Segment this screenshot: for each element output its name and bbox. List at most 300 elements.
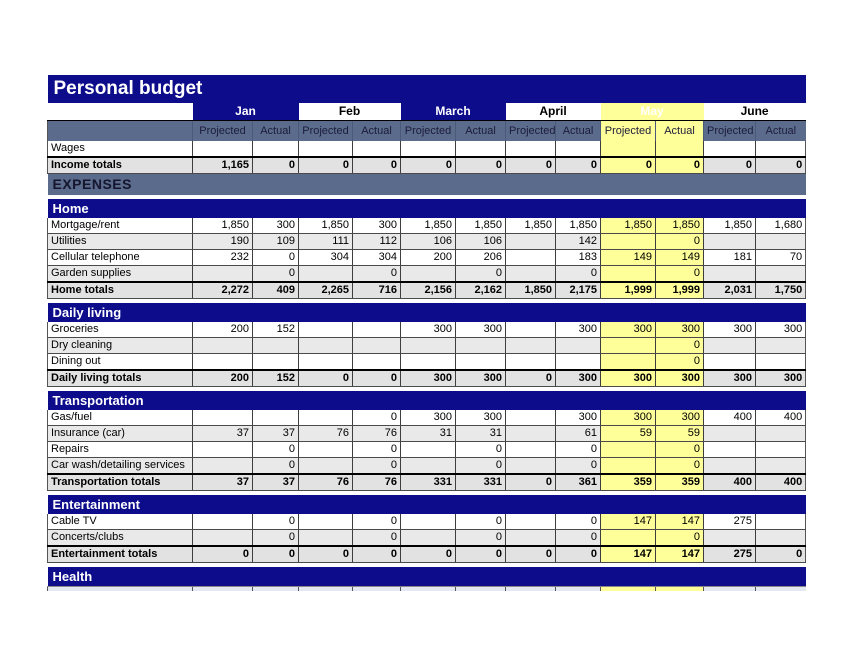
- data-cell[interactable]: 0: [353, 458, 401, 475]
- data-cell[interactable]: 0: [556, 266, 601, 283]
- data-cell[interactable]: [253, 410, 299, 426]
- data-cell[interactable]: 0: [353, 546, 401, 563]
- data-cell[interactable]: 0: [756, 546, 806, 563]
- data-cell[interactable]: 400: [704, 410, 756, 426]
- row-label-cell[interactable]: Income totals: [48, 157, 193, 174]
- month-header-june[interactable]: June: [704, 103, 806, 121]
- section-totals-row: [48, 370, 806, 387]
- data-cell[interactable]: 0: [556, 442, 601, 458]
- data-cell[interactable]: 109: [253, 234, 299, 250]
- data-cell[interactable]: [756, 426, 806, 442]
- data-cell[interactable]: 0: [556, 458, 601, 475]
- data-cell[interactable]: [601, 442, 656, 458]
- data-cell[interactable]: 200: [193, 370, 253, 387]
- data-cell[interactable]: [704, 141, 756, 157]
- data-cell[interactable]: [299, 442, 353, 458]
- data-cell[interactable]: 76: [299, 426, 353, 442]
- data-cell[interactable]: 2,162: [456, 282, 506, 299]
- data-cell[interactable]: [601, 141, 656, 157]
- data-cell[interactable]: [756, 514, 806, 530]
- data-cell[interactable]: [506, 458, 556, 475]
- data-cell[interactable]: 300: [656, 370, 704, 387]
- data-cell[interactable]: 2,031: [704, 282, 756, 299]
- data-cell[interactable]: 0: [456, 530, 506, 547]
- data-cell[interactable]: [401, 266, 456, 283]
- data-cell[interactable]: 147: [601, 514, 656, 530]
- data-cell[interactable]: 0: [601, 157, 656, 174]
- data-cell[interactable]: [506, 410, 556, 426]
- data-cell[interactable]: 1,850: [401, 218, 456, 234]
- section-totals-row: [48, 546, 806, 563]
- data-cell[interactable]: 200: [401, 250, 456, 266]
- data-cell[interactable]: [353, 322, 401, 338]
- data-cell[interactable]: [704, 234, 756, 250]
- subheader-projected-jan[interactable]: Projected: [193, 121, 253, 142]
- row-label-cell[interactable]: Home totals: [48, 282, 193, 299]
- subheader-actual-feb[interactable]: Actual: [353, 121, 401, 142]
- expense-row: [48, 266, 806, 283]
- data-cell[interactable]: [756, 442, 806, 458]
- page-title: Personal budget: [48, 75, 806, 103]
- expenses-header: EXPENSES: [48, 174, 806, 196]
- data-cell[interactable]: 331: [401, 474, 456, 491]
- data-cell[interactable]: 183: [556, 250, 601, 266]
- data-cell[interactable]: 0: [656, 354, 704, 371]
- data-cell[interactable]: [656, 587, 704, 592]
- data-cell[interactable]: 0: [193, 546, 253, 563]
- row-label-cell[interactable]: Gas/fuel: [48, 410, 193, 426]
- data-cell[interactable]: 304: [353, 250, 401, 266]
- data-cell[interactable]: 0: [656, 157, 704, 174]
- data-cell[interactable]: 300: [401, 322, 456, 338]
- data-cell[interactable]: 0: [299, 370, 353, 387]
- budget-table-body: [48, 141, 806, 591]
- subheader-projected-march[interactable]: Projected: [401, 121, 456, 142]
- data-cell[interactable]: [601, 234, 656, 250]
- data-cell[interactable]: 0: [556, 546, 601, 563]
- data-cell[interactable]: [193, 410, 253, 426]
- subheader-corner-cell: [48, 121, 193, 142]
- data-cell[interactable]: [401, 514, 456, 530]
- data-cell[interactable]: 0: [253, 250, 299, 266]
- data-cell[interactable]: [756, 338, 806, 354]
- data-cell[interactable]: [299, 587, 353, 592]
- data-cell[interactable]: [601, 458, 656, 475]
- row-label-cell[interactable]: Repairs: [48, 442, 193, 458]
- data-cell[interactable]: 2,265: [299, 282, 353, 299]
- data-cell[interactable]: [401, 458, 456, 475]
- data-cell[interactable]: 0: [253, 546, 299, 563]
- data-cell[interactable]: [601, 354, 656, 371]
- data-cell[interactable]: [756, 141, 806, 157]
- data-cell[interactable]: 76: [353, 426, 401, 442]
- data-cell[interactable]: 147: [656, 546, 704, 563]
- row-label-cell[interactable]: Mortgage/rent: [48, 218, 193, 234]
- data-cell[interactable]: 1,999: [601, 282, 656, 299]
- data-cell[interactable]: 1,850: [656, 218, 704, 234]
- data-cell[interactable]: 0: [656, 234, 704, 250]
- data-cell[interactable]: 149: [656, 250, 704, 266]
- data-cell[interactable]: 300: [656, 410, 704, 426]
- data-cell[interactable]: [506, 442, 556, 458]
- data-cell[interactable]: 0: [556, 514, 601, 530]
- data-cell[interactable]: 0: [353, 530, 401, 547]
- data-cell[interactable]: [353, 587, 401, 592]
- row-label-cell[interactable]: Utilities: [48, 234, 193, 250]
- data-cell[interactable]: 147: [656, 514, 704, 530]
- data-cell[interactable]: 400: [756, 410, 806, 426]
- income-row: [48, 141, 806, 157]
- row-label-cell[interactable]: Cable TV: [48, 514, 193, 530]
- data-cell[interactable]: 0: [456, 157, 506, 174]
- data-cell[interactable]: 400: [756, 474, 806, 491]
- data-cell[interactable]: 300: [556, 370, 601, 387]
- section-header-home: Home: [48, 199, 806, 218]
- data-cell[interactable]: [704, 442, 756, 458]
- month-corner-cell: [48, 103, 193, 121]
- data-cell[interactable]: 275: [704, 514, 756, 530]
- month-header-may[interactable]: May: [601, 103, 704, 121]
- data-cell[interactable]: [299, 458, 353, 475]
- data-cell[interactable]: 1,850: [556, 218, 601, 234]
- data-cell[interactable]: [456, 354, 506, 371]
- data-cell[interactable]: 300: [401, 370, 456, 387]
- data-cell[interactable]: 300: [756, 322, 806, 338]
- data-cell[interactable]: [401, 354, 456, 371]
- data-cell[interactable]: 0: [456, 546, 506, 563]
- data-cell[interactable]: [456, 141, 506, 157]
- data-cell[interactable]: [193, 587, 253, 592]
- subheader-row: [48, 121, 806, 142]
- data-cell[interactable]: [506, 338, 556, 354]
- section-totals-row: [48, 282, 806, 299]
- data-cell[interactable]: 300: [556, 410, 601, 426]
- data-cell[interactable]: [456, 587, 506, 592]
- data-cell[interactable]: 76: [299, 474, 353, 491]
- data-cell[interactable]: [353, 141, 401, 157]
- data-cell[interactable]: [193, 442, 253, 458]
- subheader-projected-feb[interactable]: Projected: [299, 121, 353, 142]
- section-header-transportation: Transportation: [48, 391, 806, 410]
- data-cell[interactable]: 2,156: [401, 282, 456, 299]
- subheader-projected-june[interactable]: Projected: [704, 121, 756, 142]
- data-cell[interactable]: [556, 354, 601, 371]
- data-cell[interactable]: [601, 338, 656, 354]
- data-cell[interactable]: [253, 141, 299, 157]
- data-cell[interactable]: 1,850: [601, 218, 656, 234]
- month-header-march[interactable]: March: [401, 103, 506, 121]
- data-cell[interactable]: [601, 587, 656, 592]
- data-cell[interactable]: 1,850: [506, 218, 556, 234]
- data-cell[interactable]: [253, 338, 299, 354]
- data-cell[interactable]: 1,750: [756, 282, 806, 299]
- data-cell[interactable]: 31: [456, 426, 506, 442]
- data-cell[interactable]: [401, 141, 456, 157]
- data-cell[interactable]: 152: [253, 370, 299, 387]
- data-cell[interactable]: [193, 354, 253, 371]
- data-cell[interactable]: 190: [193, 234, 253, 250]
- data-cell[interactable]: [299, 530, 353, 547]
- data-cell[interactable]: 0: [756, 157, 806, 174]
- data-cell[interactable]: [556, 338, 601, 354]
- data-cell[interactable]: 0: [456, 266, 506, 283]
- data-cell[interactable]: 1,165: [193, 157, 253, 174]
- row-label-cell[interactable]: Daily living totals: [48, 370, 193, 387]
- data-cell[interactable]: 0: [506, 546, 556, 563]
- data-cell[interactable]: [253, 587, 299, 592]
- expense-row: [48, 426, 806, 442]
- data-cell[interactable]: 147: [601, 546, 656, 563]
- data-cell[interactable]: 0: [456, 442, 506, 458]
- data-cell[interactable]: 0: [656, 338, 704, 354]
- data-cell[interactable]: 1,850: [506, 282, 556, 299]
- month-header-april[interactable]: April: [506, 103, 601, 121]
- data-cell[interactable]: 37: [193, 474, 253, 491]
- data-cell[interactable]: 0: [253, 530, 299, 547]
- data-cell[interactable]: [506, 354, 556, 371]
- data-cell[interactable]: 37: [193, 426, 253, 442]
- data-cell[interactable]: 300: [556, 322, 601, 338]
- data-cell[interactable]: [556, 587, 601, 592]
- data-cell[interactable]: [193, 514, 253, 530]
- data-cell[interactable]: 0: [353, 370, 401, 387]
- data-cell[interactable]: 0: [253, 514, 299, 530]
- data-cell[interactable]: 300: [756, 370, 806, 387]
- subheader-projected-april[interactable]: Projected: [506, 121, 556, 142]
- data-cell[interactable]: 0: [353, 410, 401, 426]
- section-header-daily-living-row: [48, 303, 806, 322]
- data-cell[interactable]: [193, 458, 253, 475]
- data-cell[interactable]: 37: [253, 474, 299, 491]
- data-cell[interactable]: 0: [353, 442, 401, 458]
- data-cell[interactable]: 206: [456, 250, 506, 266]
- data-cell[interactable]: 275: [704, 546, 756, 563]
- data-cell[interactable]: 112: [353, 234, 401, 250]
- data-cell[interactable]: [506, 141, 556, 157]
- row-label-cell[interactable]: Cellular telephone: [48, 250, 193, 266]
- month-header-jan[interactable]: Jan: [193, 103, 299, 121]
- data-cell[interactable]: [401, 530, 456, 547]
- data-cell[interactable]: [601, 530, 656, 547]
- data-cell[interactable]: 76: [353, 474, 401, 491]
- data-cell[interactable]: [506, 530, 556, 547]
- budget-table-head: [48, 75, 806, 141]
- data-cell[interactable]: [299, 338, 353, 354]
- data-cell[interactable]: [299, 410, 353, 426]
- row-label-cell[interactable]: Insurance (car): [48, 426, 193, 442]
- data-cell[interactable]: 0: [506, 370, 556, 387]
- data-cell[interactable]: 0: [704, 157, 756, 174]
- data-cell[interactable]: [704, 426, 756, 442]
- row-label-cell[interactable]: Wages: [48, 141, 193, 157]
- data-cell[interactable]: 0: [656, 530, 704, 547]
- data-cell[interactable]: 0: [656, 458, 704, 475]
- data-cell[interactable]: 0: [253, 157, 299, 174]
- data-cell[interactable]: [299, 141, 353, 157]
- data-cell[interactable]: 304: [299, 250, 353, 266]
- subheader-actual-may[interactable]: Actual: [656, 121, 704, 142]
- month-header-feb[interactable]: Feb: [299, 103, 401, 121]
- subheader-actual-march[interactable]: Actual: [456, 121, 506, 142]
- data-cell[interactable]: 300: [456, 370, 506, 387]
- data-cell[interactable]: 181: [704, 250, 756, 266]
- data-cell[interactable]: [656, 141, 704, 157]
- subheader-actual-june[interactable]: Actual: [756, 121, 806, 142]
- data-cell[interactable]: [299, 354, 353, 371]
- data-cell[interactable]: 0: [253, 458, 299, 475]
- data-cell[interactable]: 300: [601, 370, 656, 387]
- data-cell[interactable]: 0: [299, 157, 353, 174]
- data-cell[interactable]: [401, 587, 456, 592]
- row-label-cell[interactable]: Entertainment totals: [48, 546, 193, 563]
- data-cell[interactable]: 1,680: [756, 218, 806, 234]
- data-cell[interactable]: 1,850: [193, 218, 253, 234]
- data-cell[interactable]: 142: [556, 234, 601, 250]
- data-cell[interactable]: 59: [601, 426, 656, 442]
- data-cell[interactable]: [704, 354, 756, 371]
- data-cell[interactable]: 61: [556, 426, 601, 442]
- data-cell[interactable]: [506, 587, 556, 592]
- data-cell[interactable]: [506, 266, 556, 283]
- data-cell[interactable]: [401, 442, 456, 458]
- data-cell[interactable]: 0: [556, 530, 601, 547]
- data-cell[interactable]: 106: [401, 234, 456, 250]
- data-cell[interactable]: [401, 338, 456, 354]
- subheader-actual-jan[interactable]: Actual: [253, 121, 299, 142]
- data-cell[interactable]: [253, 354, 299, 371]
- section-header-daily-living: Daily living: [48, 303, 806, 322]
- data-cell[interactable]: 1,850: [299, 218, 353, 234]
- data-cell[interactable]: [756, 354, 806, 371]
- data-cell[interactable]: 0: [556, 157, 601, 174]
- data-cell[interactable]: 0: [456, 458, 506, 475]
- data-cell[interactable]: [556, 141, 601, 157]
- data-cell[interactable]: [506, 234, 556, 250]
- data-cell[interactable]: 716: [353, 282, 401, 299]
- data-cell[interactable]: 0: [353, 157, 401, 174]
- data-cell[interactable]: 0: [253, 442, 299, 458]
- data-cell[interactable]: 300: [456, 410, 506, 426]
- data-cell[interactable]: 300: [353, 218, 401, 234]
- data-cell[interactable]: [299, 322, 353, 338]
- data-cell[interactable]: 0: [506, 157, 556, 174]
- data-cell[interactable]: [299, 514, 353, 530]
- data-cell[interactable]: 37: [253, 426, 299, 442]
- row-label-cell[interactable]: Transportation totals: [48, 474, 193, 491]
- data-cell[interactable]: [704, 530, 756, 547]
- data-cell[interactable]: 400: [704, 474, 756, 491]
- expense-row: [48, 234, 806, 250]
- data-cell[interactable]: 2,272: [193, 282, 253, 299]
- data-cell[interactable]: [193, 338, 253, 354]
- data-cell[interactable]: 0: [401, 546, 456, 563]
- data-cell[interactable]: [193, 266, 253, 283]
- data-cell[interactable]: 0: [656, 442, 704, 458]
- data-cell[interactable]: [353, 338, 401, 354]
- data-cell[interactable]: 300: [253, 218, 299, 234]
- data-cell[interactable]: 0: [401, 157, 456, 174]
- data-cell[interactable]: 2,175: [556, 282, 601, 299]
- data-cell[interactable]: [756, 530, 806, 547]
- data-cell[interactable]: 300: [704, 322, 756, 338]
- data-cell[interactable]: [506, 514, 556, 530]
- data-cell[interactable]: 300: [704, 370, 756, 387]
- month-header-row: [48, 103, 806, 121]
- data-cell[interactable]: [506, 426, 556, 442]
- data-cell[interactable]: 409: [253, 282, 299, 299]
- data-cell[interactable]: [704, 587, 756, 592]
- data-cell[interactable]: [456, 338, 506, 354]
- data-cell[interactable]: [193, 141, 253, 157]
- row-label-cell[interactable]: Dry cleaning: [48, 338, 193, 354]
- data-cell[interactable]: [506, 322, 556, 338]
- data-cell[interactable]: [756, 587, 806, 592]
- data-cell[interactable]: 59: [656, 426, 704, 442]
- data-cell[interactable]: 0: [299, 546, 353, 563]
- data-cell[interactable]: 152: [253, 322, 299, 338]
- data-cell[interactable]: 300: [401, 410, 456, 426]
- data-cell[interactable]: [506, 250, 556, 266]
- data-cell[interactable]: 111: [299, 234, 353, 250]
- data-cell[interactable]: 1,850: [704, 218, 756, 234]
- data-cell[interactable]: 359: [656, 474, 704, 491]
- data-cell[interactable]: 31: [401, 426, 456, 442]
- row-label-cell[interactable]: [48, 587, 193, 592]
- data-cell[interactable]: 331: [456, 474, 506, 491]
- data-cell[interactable]: [756, 266, 806, 283]
- data-cell[interactable]: 300: [601, 322, 656, 338]
- row-label-cell[interactable]: Dining out: [48, 354, 193, 371]
- data-cell[interactable]: 0: [656, 266, 704, 283]
- data-cell[interactable]: 300: [656, 322, 704, 338]
- data-cell[interactable]: [353, 354, 401, 371]
- data-cell[interactable]: [193, 530, 253, 547]
- data-cell[interactable]: 70: [756, 250, 806, 266]
- data-cell[interactable]: [756, 234, 806, 250]
- data-cell[interactable]: 361: [556, 474, 601, 491]
- row-label-cell[interactable]: Garden supplies: [48, 266, 193, 283]
- data-cell[interactable]: [704, 458, 756, 475]
- data-cell[interactable]: [299, 266, 353, 283]
- data-cell[interactable]: 0: [353, 514, 401, 530]
- data-cell[interactable]: [704, 266, 756, 283]
- expenses-header-row: [48, 174, 806, 196]
- data-cell[interactable]: 0: [456, 514, 506, 530]
- data-cell[interactable]: 106: [456, 234, 506, 250]
- data-cell[interactable]: 200: [193, 322, 253, 338]
- data-cell[interactable]: 300: [456, 322, 506, 338]
- data-cell[interactable]: 0: [506, 474, 556, 491]
- subheader-actual-april[interactable]: Actual: [556, 121, 601, 142]
- row-label-cell[interactable]: Groceries: [48, 322, 193, 338]
- subheader-projected-may[interactable]: Projected: [601, 121, 656, 142]
- data-cell[interactable]: [601, 266, 656, 283]
- data-cell[interactable]: 149: [601, 250, 656, 266]
- data-cell[interactable]: 359: [601, 474, 656, 491]
- data-cell[interactable]: 232: [193, 250, 253, 266]
- data-cell[interactable]: 0: [353, 266, 401, 283]
- row-label-cell[interactable]: Concerts/clubs: [48, 530, 193, 547]
- data-cell[interactable]: 0: [253, 266, 299, 283]
- row-label-cell[interactable]: Car wash/detailing services: [48, 458, 193, 475]
- data-cell[interactable]: [704, 338, 756, 354]
- data-cell[interactable]: [756, 458, 806, 475]
- expense-row: [48, 322, 806, 338]
- data-cell[interactable]: 1,999: [656, 282, 704, 299]
- data-cell[interactable]: 300: [601, 410, 656, 426]
- data-cell[interactable]: 1,850: [456, 218, 506, 234]
- section-header-home-row: [48, 199, 806, 218]
